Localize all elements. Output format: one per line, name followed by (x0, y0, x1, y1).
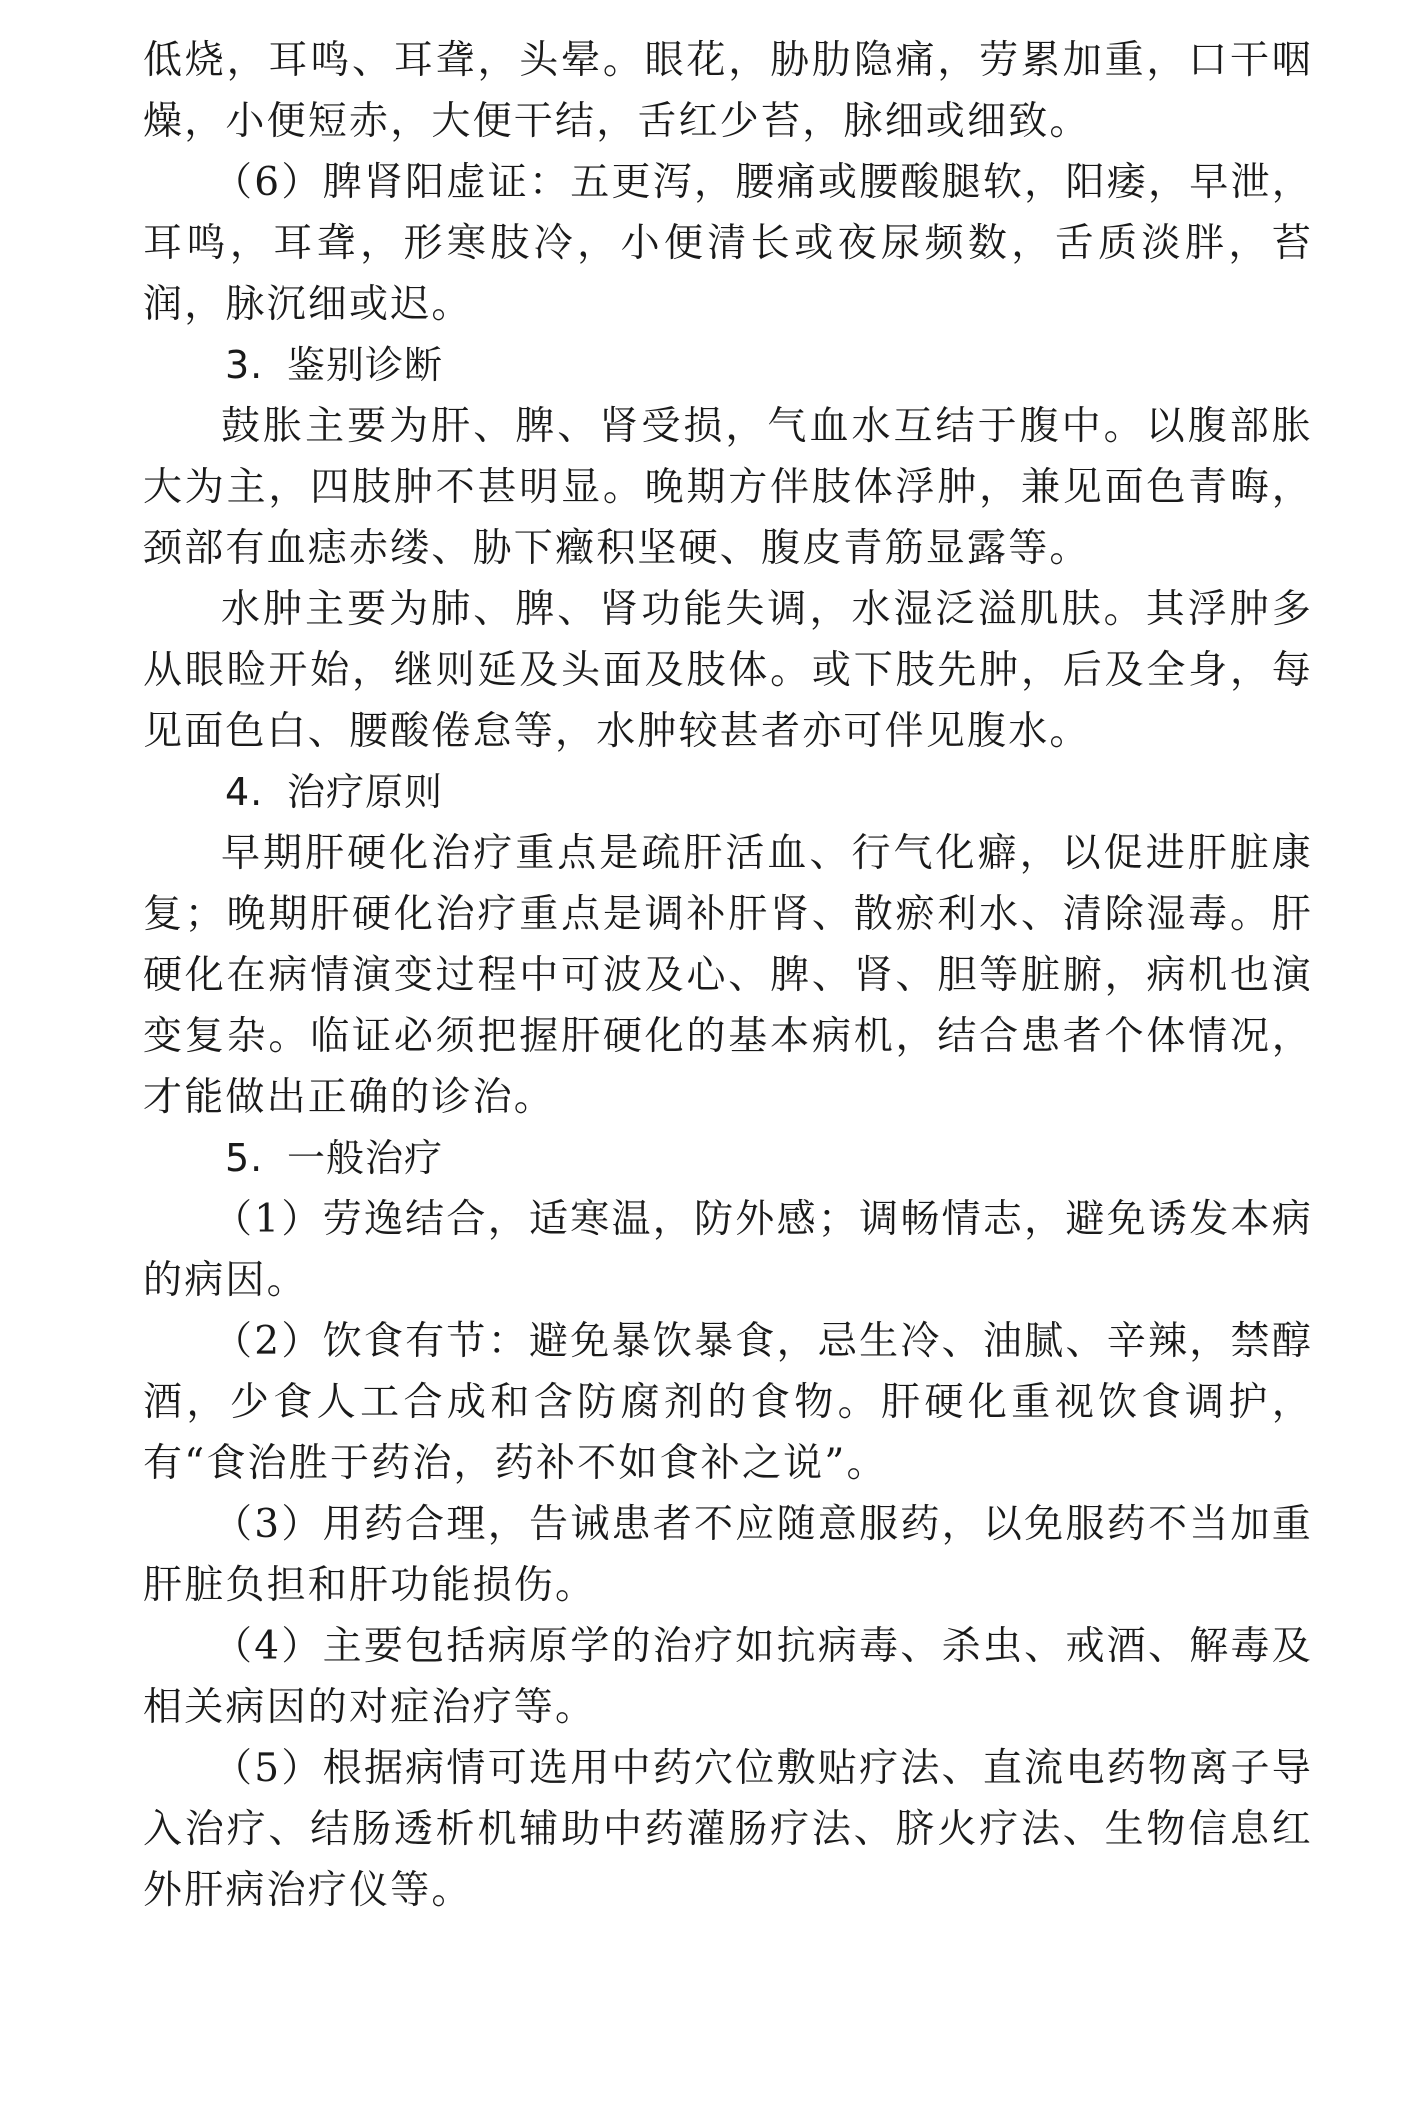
paragraph-ascites: 鼓胀主要为肝、脾、肾受损，气血水互结于腹中。以腹部胀大为主，四肢肿不甚明显。晚期方伴肢体浮肿，兼见面色青晦，颈部有血痣赤缕、胁下癥积坚硬、腹皮青筋显露等。 (143, 404, 1313, 571)
section-number: 4. (225, 770, 264, 814)
list-item-diet: （2）饮食有节：避免暴饮暴食，忌生冷、油腻、辛辣，禁醇酒，少食人工合成和含防腐剂的食物。肝硬化重视饮食调护，有“食治胜于药治，药补不如食补之说”。 (143, 1319, 1313, 1486)
section-heading-general-treatment (143, 1128, 1313, 1189)
paragraph-edema: 水肿主要为肺、脾、肾功能失调，水湿泛溢肌肤。其浮肿多从眼睑开始，继则延及头面及肢体。或下肢先肿，后及全身，每见面色白、腰酸倦怠等，水肿较甚者亦可伴见腹水。 (143, 587, 1313, 754)
section-heading-differential-diagnosis (143, 335, 1313, 396)
paragraph-treatment-principle: 早期肝硬化治疗重点是疏肝活血、行气化癖，以促进肝脏康复；晚期肝硬化治疗重点是调补肝肾、散瘀利水、清除湿毒。肝硬化在病情演变过程中可波及心、脾、肾、胆等脏腑，病机也演变复杂。临证必须把握肝硬化的基本病机，结合患者个体情况，才能做出正确的诊治。 (143, 831, 1313, 1120)
list-item-therapies: （5）根据病情可选用中药穴位敷贴疗法、直流电药物离子导入治疗、结肠透析机辅助中药灌肠疗法、脐火疗法、生物信息红外肝病治疗仪等。 (143, 1746, 1313, 1913)
paragraph-spleen-kidney-yang-deficiency: （6）脾肾阳虚证：五更泻，腰痛或腰酸腿软，阳痿，早泄，耳鸣，耳聋，形寒肢冷，小便清长或夜尿频数，舌质淡胖，苔润，脉沉细或迟。 (143, 160, 1313, 327)
list-item-etiology: （4）主要包括病原学的治疗如抗病毒、杀虫、戒酒、解毒及相关病因的对症治疗等。 (143, 1624, 1313, 1730)
list-item-rest: （1）劳逸结合，适寒温，防外感；调畅情志，避免诱发本病的病因。 (143, 1197, 1313, 1303)
section-title: 一般治疗 (287, 1136, 444, 1180)
section-number: 5. (225, 1136, 264, 1180)
list-item-medication: （3）用药合理，告诫患者不应随意服药，以免服药不当加重肝脏负担和肝功能损伤。 (143, 1502, 1313, 1608)
section-title: 治疗原则 (287, 770, 444, 814)
document-page (143, 30, 1313, 1921)
section-title: 鉴别诊断 (287, 343, 444, 387)
section-heading-treatment-principle (143, 762, 1313, 823)
paragraph-continuation: 低烧，耳鸣、耳聋，头晕。眼花，胁肋隐痛，劳累加重，口干咽燥，小便短赤，大便干结，舌红少苔，脉细或细致。 (143, 38, 1313, 144)
section-number: 3. (225, 343, 264, 387)
